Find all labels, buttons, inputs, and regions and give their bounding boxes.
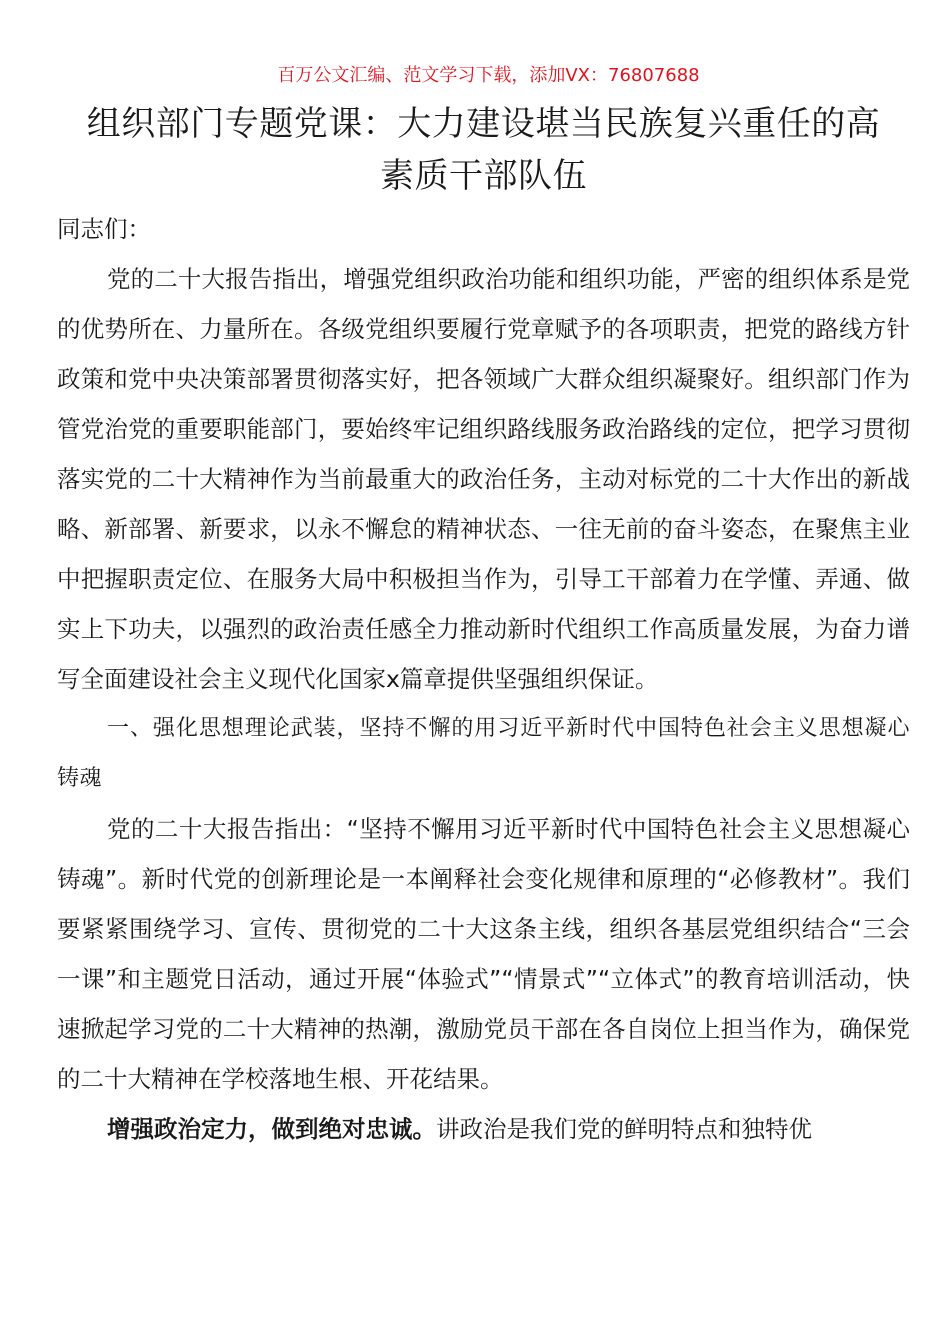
title-line-2: 素质干部队伍 bbox=[380, 156, 587, 196]
section-heading-1: 一、强化思想理论武装，坚持不懈的用习近平新时代中国特色社会主义思想凝心铸魂 bbox=[57, 716, 910, 791]
title-line-1: 组织部门专题党课：大力建设堪当民族复兴重任的高 bbox=[86, 104, 881, 144]
document-title bbox=[57, 98, 910, 202]
paragraph-subsection bbox=[57, 1104, 910, 1154]
paragraph-intro: 党的二十大报告指出，增强党组织政治功能和组织功能，严密的组织体系是党的优势所在、力量所在。各级党组织要履行党章赋予的各项职责，把党的路线方针政策和党中央决策部署贯彻落实好，把各领域广大群众组织凝聚好。组织部门作为管党治党的重要职能部门，要始终牢记组织路线服务政治路线的定位，把学习贯彻落实党的二十大精神作为当前最重大的政治任务，主动对标党的二十大作出的新战略、新部署、新要求，以永不懈怠的精神状态、一往无前的奋斗姿态，在聚焦主业中把握职责定位、在服务大局中积极担当作为，引导工干部着力在学懂、弄通、做实上下功夫，以强烈的政治责任感全力推动新时代组织工作高质量发展，为奋力谱写全面建设社会主义现代化国家x篇章提供坚强组织保证。 bbox=[57, 265, 910, 693]
paragraph-section-1: 党的二十大报告指出：“坚持不懈用习近平新时代中国特色社会主义思想凝心铸魂”。新时代党的创新理论是一本阐释社会变化规律和原理的“必修教材”。我们要紧紧围绕学习、宣传、贯彻党的二十大这条主线，组织各基层党组织结合“三会一课”和主题党日活动，通过开展“体验式”“情景式”“立体式”的教育培训活动，快速掀起学习党的二十大精神的热潮，激励党员干部在各自岗位上担当作为，确保党的二十大精神在学校落地生根、开花结果。 bbox=[57, 815, 910, 1093]
subsection-lead: 增强政治定力，做到绝对忠诚。 bbox=[107, 1115, 436, 1143]
watermark-text: 百万公文汇编、范文学习下载，添加VX：76807688 bbox=[277, 65, 700, 86]
salutation: 同志们： bbox=[57, 215, 151, 243]
subsection-text: 讲政治是我们党的鲜明特点和独特优 bbox=[436, 1115, 812, 1143]
